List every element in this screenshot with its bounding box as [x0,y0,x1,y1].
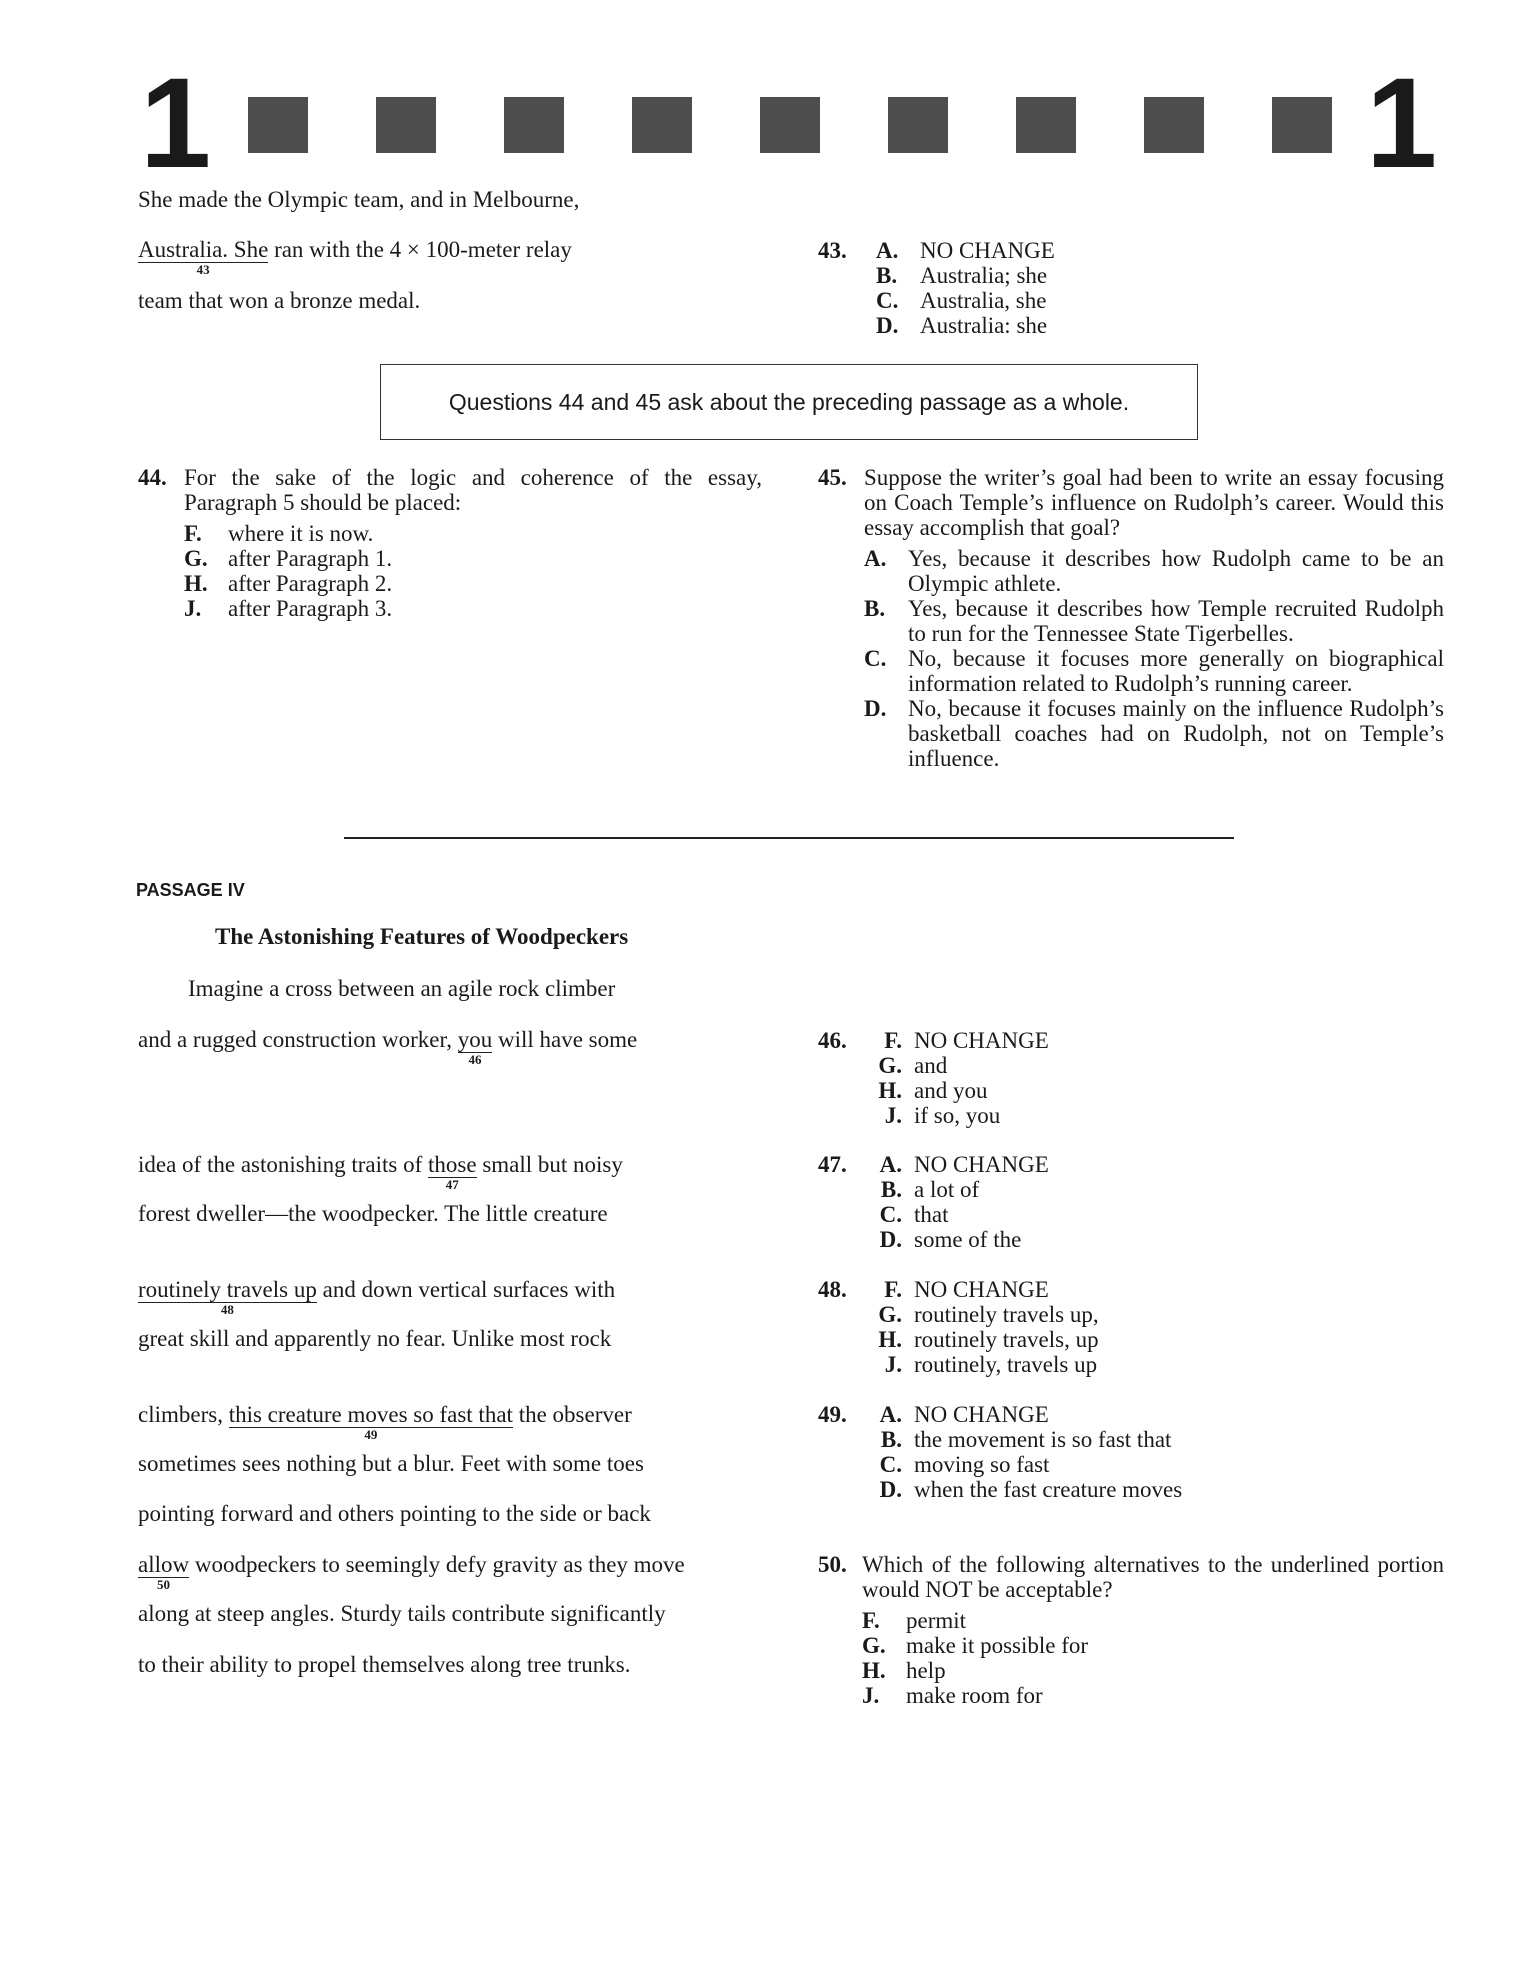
question-49: 49. A. NO CHANGE B. the movement is so fast that C. moving so fast D. when the fast creature moves [818,1402,1183,1502]
passage-line: She made the Olympic team, and in Melbourne, [138,187,580,212]
question-ref-48: 48 [220,1302,234,1317]
question-48: 48. F. NO CHANGE G. routinely travels up, H. routinely travels, up J. routinely, travels up [818,1277,1099,1377]
question-43: 43. A. NO CHANGE B. Australia; she C. Australia, she D. Australia: she [818,238,1055,338]
header-square [1272,97,1332,153]
underlined-portion-50: allow 50 [138,1552,190,1592]
question-45: 45. Suppose the writer’s goal had been to write an essay focusing on Coach Temple’s influence on Rudolph’s career. Would this essay accomplish that goal? A. Yes, because it describes how Rudolph came to be an Olympic athlete. B. Yes, because it describes how Temple recruited Rudolph to run for the Tennessee State Tigerbelles. C. No, because it focuses more generally on biographical information related to Rudolph’s running career. D. No, because it focuses mainly on the influence Rudolph’s basketball coaches had on Rudolph, not on Temple’s influence. [818,465,1444,771]
header-square [376,97,436,153]
passage-line: routinely travels up 48 and down vertical surfaces with [138,1277,616,1317]
header-square [1144,97,1204,153]
question-ref-46: 46 [468,1052,482,1067]
section-divider [344,837,1234,839]
section-number-right: 1 [1366,52,1438,195]
passage-line: pointing forward and others pointing to the side or back [138,1501,651,1526]
header-square [888,97,948,153]
header-square [504,97,564,153]
passage-line: team that won a bronze medal. [138,288,421,313]
question-47: 47. A. NO CHANGE B. a lot of C. that D. some of the [818,1152,1049,1252]
passage-line: sometimes sees nothing but a blur. Feet with some toes [138,1451,644,1476]
underlined-portion-48: routinely travels up 48 [138,1277,317,1317]
header-square [1016,97,1076,153]
passage-line: forest dweller—the woodpecker. The little creature [138,1201,608,1226]
passage-label: PASSAGE IV [136,880,245,900]
header-square [760,97,820,153]
underlined-portion-43: Australia. She 43 [138,237,269,277]
question-ref-50: 50 [157,1577,171,1592]
question-44: 44. For the sake of the logic and coherence of the essay, Paragraph 5 should be placed: F. where it is now. G. after Paragraph 1. H. after Paragraph 2. J. after Paragraph 3. [138,465,762,621]
underlined-portion-47: those 47 [428,1152,477,1192]
passage-line: idea of the astonishing traits of those 47 small but noisy [138,1152,623,1192]
section-number-left: 1 [140,52,212,195]
instructions-box: Questions 44 and 45 ask about the preceding passage as a whole. [380,364,1198,440]
passage-line: allow 50 woodpeckers to seemingly defy gravity as they move [138,1552,685,1592]
passage-line: to their ability to propel themselves along tree trunks. [138,1652,631,1677]
question-50: 50. Which of the following alternatives to the underlined portion would NOT be acceptable? F. permit G. make it possible for H. help J. make room for [818,1552,1444,1708]
question-ref-43: 43 [196,262,210,277]
passage-line: great skill and apparently no fear. Unlike most rock [138,1326,612,1351]
question-46: 46. F. NO CHANGE G. and H. and you J. if so, you [818,1028,1049,1128]
passage-line: climbers, this creature moves so fast that 49 the observer [138,1402,632,1442]
underlined-portion-46: you 46 [457,1027,493,1067]
passage-line: and a rugged construction worker, you 46 will have some [138,1027,638,1067]
passage-title: The Astonishing Features of Woodpeckers [215,924,629,949]
question-ref-47: 47 [445,1177,459,1192]
passage-line: Australia. She 43 ran with the 4 × 100-meter relay [138,237,572,277]
header-square [632,97,692,153]
passage-line: Imagine a cross between an agile rock climber [188,976,616,1001]
underlined-portion-49: this creature moves so fast that 49 [228,1402,513,1442]
passage-line: along at steep angles. Sturdy tails contribute significantly [138,1601,666,1626]
question-ref-49: 49 [364,1427,378,1442]
header-square [248,97,308,153]
